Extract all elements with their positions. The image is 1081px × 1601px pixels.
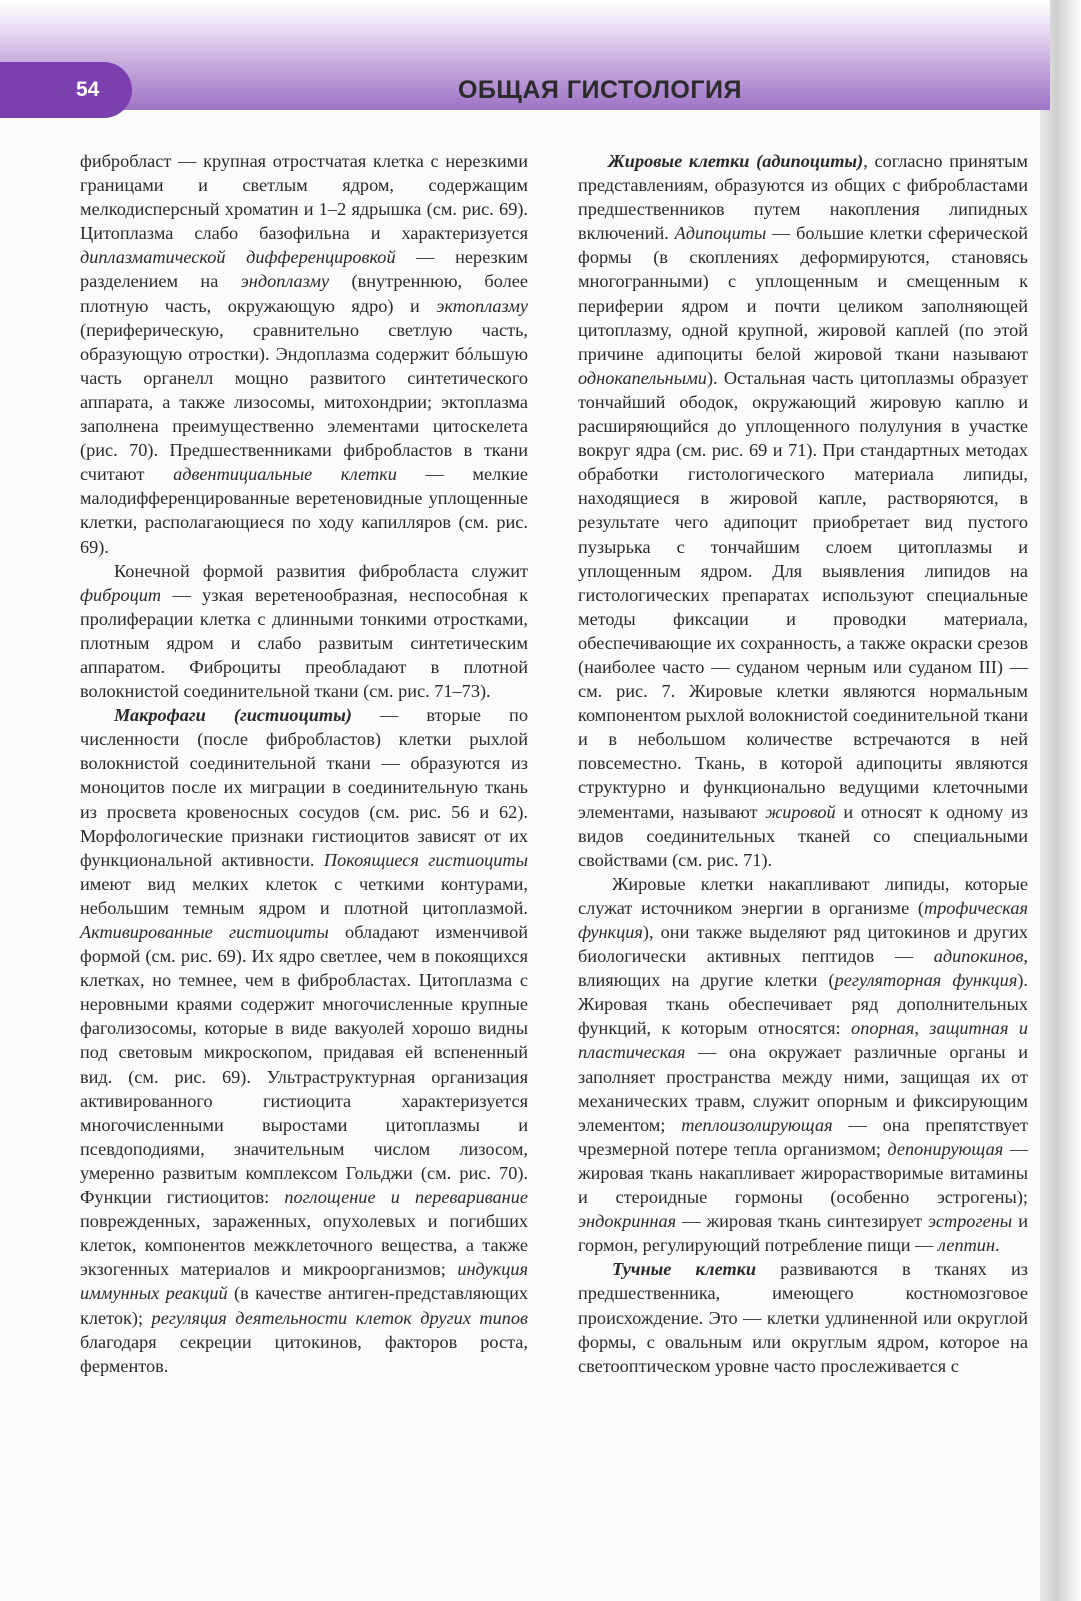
text-run: , влияющих на другие клетки ( (578, 946, 1028, 991)
text-run: . (995, 1235, 1000, 1256)
paragraph-fibroblast (80, 149, 528, 559)
text-run: , согласно принятым представлениям, образуются из общих с фибробластами предшественников путем накопления липидных включений. (578, 151, 1028, 244)
text-run: ). Жировая ткань обеспечивает ряд дополнительных функций, к которым относятся: (578, 970, 1028, 1039)
text-run: развиваются в тканях из предшественника, имеющего костномозговое происхождение. Это — клетки удлиненной или округлой формы, с овальным или округлым ядром, которое на светооптическом уровне часто прослеживается с (578, 1259, 1028, 1376)
paragraph-mast-cells (578, 1257, 1028, 1377)
text-run: (внутреннюю, более плотную часть, окружающую ядро) и (80, 271, 528, 316)
text-run: — большие клетки сферической формы (в скоплениях деформируются, становясь многогранными) с уплощенным и смещенным к периферии ядром и почти целиком заполняющей цитоплазму, одной крупной, жировой каплей (по этой причине адипоциты белой жировой ткани называют (578, 223, 1028, 364)
text-run: — мелкие малодифференцированные веретеновидные уплощенные клетки, располагающиеся по ходу капилляров (см. рис. 69). (80, 464, 529, 557)
text-run: Покоящиеся гистиоциты (323, 849, 529, 870)
page-number-tab (0, 62, 132, 118)
text-run: Макрофаги (гистиоциты) (114, 705, 352, 726)
text-run: однокапельными (578, 367, 707, 388)
text-run: — она окружает различные органы и заполняет пространства между ними, защищая их от механических травм, служит опорным и фиксирующим элементом; (578, 1042, 1028, 1135)
text-run: индукция иммунных реакций (80, 1259, 528, 1304)
text-run: благодаря секреции цитокинов, факторов роста, ферментов. (80, 1331, 528, 1376)
text-run: — вторые по численности (после фибробластов) клетки рыхлой волокнистой соединительной ткани — образуются из моноцитов после их миграции в соединительную ткань из просвета кровеносных сосудов (см. рис. 56 и 62). Морфологические признаки гистиоцитов зависят от их функциональной активности. (80, 705, 528, 870)
text-run: опорная, защитная и пластическая (578, 1018, 1029, 1063)
text-run: эстрогены (928, 1211, 1013, 1232)
text-run: — узкая веретенообразная, неспособная к пролиферации клетка с длинными тонкими отростками, плотным ядром и слабо развитым синтетическим аппаратом. Фиброциты преобладают в плотной волокнистой соединительной ткани (см. рис. 71–73). (80, 584, 528, 702)
text-run: теплоизолирующая (681, 1114, 833, 1135)
text-run: эндокринная (578, 1211, 677, 1232)
page-edge-shadow (1040, 0, 1081, 1601)
text-run: адипокинов (933, 946, 1024, 967)
text-run: поврежденных, зараженных, опухолевых и погибших клеток, компонентов межклеточного вещества, а также экзогенных материалов и микроорганизмов; (80, 1211, 528, 1280)
paragraph-adipocytes (578, 149, 1028, 872)
text-run: ), они также выделяют ряд цитокинов и других биологически активных пептидов — (578, 922, 1028, 967)
text-run: диплазматической дифференцировкой (80, 247, 396, 268)
text-run: — она препятствует чрезмерной потере тепла организмом; (578, 1114, 1028, 1159)
text-run: обладают изменчивой формой (см. рис. 69). Их ядро светлее, чем в покоящихся клетках, но темнее, чем в фибробластах. Цитоплазма с неровными краями содержит многочисленные крупные фаголизосомы, которые в виде вакуолей хорошо видны под световым микроскопом, придавая ей вспененный вид. (см. рис. 69). Ультраструктурная организация активированного гистиоцита характеризуется многочисленными выростами цитоплазмы и псевдоподиями, значительным числом лизосом, умеренно развитым комплексом Гольджи (см. рис. 70). Функции гистиоцитов: (80, 922, 528, 1208)
text-run: лептин (937, 1235, 996, 1256)
text-run: и гормон, регулирующий потребление пищи — (578, 1211, 1028, 1256)
text-run: — нерезким разделением на (80, 247, 528, 292)
paragraph-fibrocyte (80, 559, 528, 704)
text-run: фиброцит (80, 584, 162, 605)
text-run: — жировая ткань накапливает жирорастворимые витамины и стероидные гормоны (особенно эстрогены); (578, 1138, 1028, 1208)
paragraph-adipose-functions (578, 872, 1028, 1258)
text-run: Активированные гистиоциты (80, 922, 329, 942)
text-run: жировой (765, 801, 836, 822)
text-run: депонирующая (887, 1138, 1004, 1159)
text-run: Тучные клетки (612, 1259, 757, 1280)
text-run: Жировые клетки накапливают липиды, которые служат источником энергии в организме ( (578, 873, 1028, 918)
text-run: эндоплазму (240, 271, 330, 292)
text-run: фибробласт — крупная отростчатая клетка с нерезкими границами и светлым ядром, содержащим мелкодисперсный хроматин и 1–2 ядрышка (см. рис. 69). Цитоплазма слабо базофильна и характеризуется (80, 151, 528, 244)
text-run: эктоплазму (436, 295, 528, 316)
right-column (578, 149, 1028, 1378)
text-run: Жировые клетки (адипоциты) (608, 151, 864, 171)
running-head: ОБЩАЯ ГИСТОЛОГИЯ (457, 76, 742, 104)
text-run: — жировая ткань синтезирует (676, 1211, 929, 1232)
text-run: поглощение и переваривание (284, 1187, 528, 1208)
paragraph-macrophages (80, 703, 528, 1378)
text-run: Конечной формой развития фибробласта служит (114, 560, 528, 581)
text-run: (периферическую, сравнительно светлую часть, образующую отростки). Эндоплазма содержит бóльшую часть органелл мощно развитого синтетического аппарата, а также лизосомы, митохондрии; эктоплазма заполнена преимущественно элементами цитоскелета (рис. 70). Предшественниками фибробластов в ткани считают (80, 319, 528, 485)
text-run: имеют вид мелких клеток с четкими контурами, небольшим темным ядром и плотной цитоплазмой. (80, 873, 528, 918)
text-run: регуляция деятельности клеток других типов (151, 1307, 528, 1328)
text-run: (в качестве антиген-представляющих клеток); (80, 1283, 528, 1328)
text-run: регуляторная функция (834, 970, 1018, 991)
text-run: ). Остальная часть цитоплазмы образует тончайший ободок, окружающий жировую каплю и расширяющийся до уплощенного полулуния в участке вокруг ядра (см. рис. 69 и 71). При стандартных методах обработки гистологического материала липиды, находящиеся в жировой капле, растворяются, в результате чего адипоцит приобретает вид пустого пузырька с тончайшим слоем цитоплазмы и уплощенным ядром. Для выявления липидов на гистологических препаратах используют специальные методы фиксации и проводки материала, обеспечивающие их сохранность, а также окраски срезов (наиболее часто — суданом черным или суданом III) — см. рис. 7. Жировые клетки являются нормальным компонентом рыхлой волокнистой соединительной ткани и в небольшом количестве встречаются в ней повсеместно. Ткань, в которой адипоциты являются структурно и функционально ведущими клеточными элементами, называют (578, 367, 1028, 822)
text-run: адвентициальные клетки (173, 464, 397, 485)
text-run: Адипоциты (674, 223, 767, 244)
text-run: и относят к одному из видов соединительных тканей со специальными свойствами (см. рис. 71). (578, 801, 1028, 870)
page-number: 54 (76, 78, 100, 101)
left-column (80, 149, 528, 1378)
text-run: трофическая функция (578, 897, 1028, 942)
